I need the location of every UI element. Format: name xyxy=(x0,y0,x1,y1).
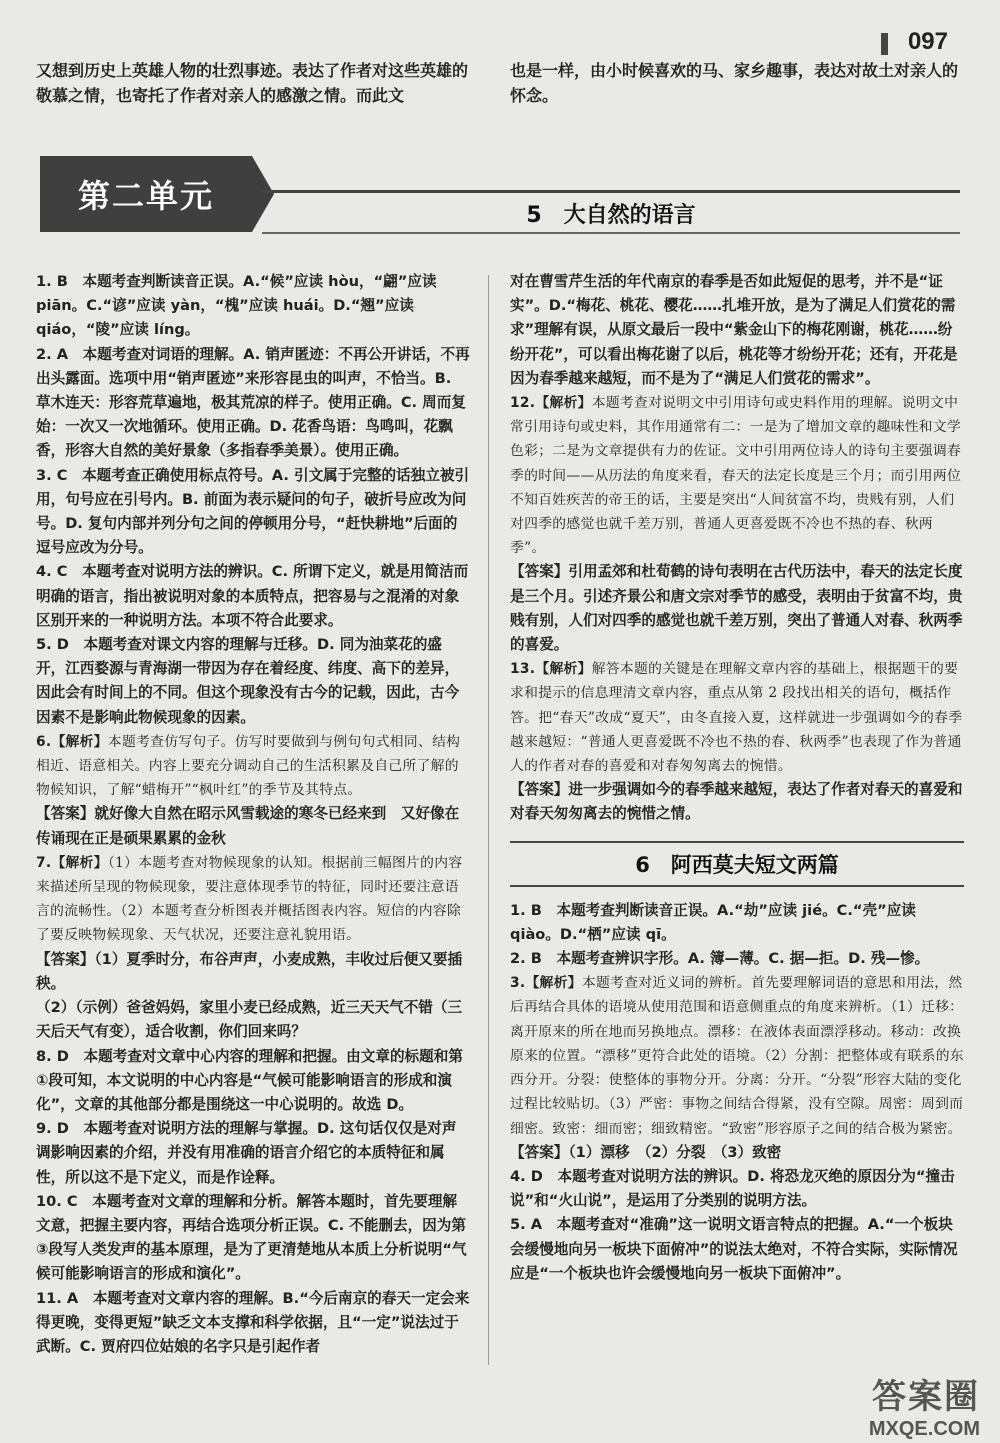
item-text: 本题考查仿写句子。仿写时要做到与例句句式相同、结构相近、语意相关。内容上要充分调动自己的生活积累及自己所了解的物候知识，了解“蜡梅开”“枫叶红”的季节及其特点。 xyxy=(36,733,461,799)
answer-item xyxy=(36,560,470,633)
answer-key-item xyxy=(36,996,470,1044)
answer-item xyxy=(36,1287,470,1360)
item-text: 11. A 本题考查对文章内容的理解。B.“今后南京的春天一定会来得更晚，变得更短”缺乏文本支撑和科学依据，且“一定”说法过于武断。C. 贾府四位姑娘的名字只是引起作者 xyxy=(36,1289,470,1355)
answer-item xyxy=(510,270,964,391)
item-text: 解答本题的关键是在理解文章内容的基础上，根据题干的要求和提示的信息理清文章内容，重点从第 2 段找出相关的语句，概括作答。把“春天”改成“夏天”，由冬直接入夏，这样就进一步强调如今的春季越来越短：“普通人更喜爱既不冷也不热的春、秋两季”也表现了作为普通人的作者对春的喜爱和对春匆匆离去的惋惜。 xyxy=(510,661,963,775)
answer-item xyxy=(36,270,470,343)
answer-item xyxy=(510,899,964,947)
item-text: 2. A 本题考查对词语的理解。A. 销声匿迹：不再公开讲话，不再出头露面。选项中用“销声匿迹”来形容昆虫的叫声，不恰当。B. 草木连天：形容荒草遍地，极其荒凉的样子。使用正确。C. 周而复始：一次又一次地循环。使用正确。D. 花香鸟语：鸟鸣叫，花飘香，形容大自然的美好景象（多指春季美景）。使用正确。 xyxy=(36,345,470,460)
item-text: 3. C 本题考查正确使用标点符号。A. 引文属于完整的话独立被引用，句号应在引号内。B. 前面为表示疑问的句子，破折号应改为问号。D. 复句内部并列分句之间的停顿用分号，“赶快耕地”后面的逗号应改为分号。 xyxy=(36,466,470,557)
item-text: 进一步强调如今的春季越来越短，表达了作者对春天的喜爱和对春天匆匆离去的惋惜之情。 xyxy=(510,781,963,823)
left-column xyxy=(36,270,470,1359)
answer-item xyxy=(36,1117,470,1190)
analysis-item xyxy=(510,971,964,1140)
item-tag: 13.【解析】 xyxy=(510,661,592,678)
answer-key-item xyxy=(510,560,964,657)
section-title: 6 阿西莫夫短文两篇 xyxy=(510,841,964,887)
item-text: 5. A 本题考查对“准确”这一说明文语言特点的把握。A.“一个板块会缓慢地向另一板块下面俯冲”的说法太绝对，不符合实际，实际情况应是“一个板块也许会缓慢地向另一板块下面俯冲”。 xyxy=(510,1216,958,1282)
item-text: 1. B 本题考查判断读音正误。A.“候”应读 hòu，“翩”应读 piān。C.“谚”应读 yàn，“槐”应读 huái。D.“翘”应读 qiáo，“陵”应读 líng。 xyxy=(36,273,437,339)
item-text: 10. C 本题考查对文章的理解和分析。解答本题时，首先要理解文意，把握主要内容，再结合选项分析正误。C. 不能删去，因为第③段写人类发声的基本原理，是为了更清楚地从本质上分析说明“气候可能影响语言的形成和演化”。 xyxy=(36,1192,467,1283)
watermark-text: 答案圈 xyxy=(872,1377,980,1417)
item-text: （2）（示例）爸爸妈妈，家里小麦已经成熟，近三天天气不错（三天后天气有变），适合收割，你们回来吗？ xyxy=(36,999,463,1041)
item-tag: 12.【解析】 xyxy=(510,395,592,412)
analysis-item xyxy=(510,391,964,560)
answer-key-item xyxy=(510,778,964,826)
answer-item xyxy=(36,1190,470,1287)
item-tag: 【答案】 xyxy=(36,805,95,823)
item-text: 9. D 本题考查对说明方法的理解与掌握。D. 这句话仅仅是对声调影响因素的介绍，并没有用准确的语言介绍它的本质特征和属性，所以这不是下定义，而是作诠释。 xyxy=(36,1120,457,1186)
lesson-title: 5 大自然的语言 xyxy=(526,202,696,228)
answer-key-item xyxy=(36,802,470,850)
unit-rule-top xyxy=(262,190,960,193)
item-text: 引用孟郊和杜荀鹤的诗句表明在古代历法中，春天的法定长度是三个月。引述齐景公和唐文宗对季节的感受，表明由于贫富不均，贵贱有别，人们对四季的感觉也就千差万别，突出了普通人对春、秋两季的喜爱。 xyxy=(510,563,963,654)
unit-header xyxy=(0,150,1000,245)
answer-item xyxy=(510,1213,964,1286)
item-text: 对在曹雪芹生活的年代南京的春季是否如此短促的思考，并不是“证实”。D.“梅花、桃花、樱花……扎堆开放，是为了满足人们赏花的需求”理解有误，从原文最后一段中“紫金山下的梅花刚谢，桃花……纷纷开花”，可以看出梅花谢了以后，桃花等才纷纷开花；还有，开花是因为春季越来越短，而不是为了“满足人们赏花的需求”。 xyxy=(510,273,958,387)
item-text: 4. C 本题考查对说明方法的辨识。C. 所谓下定义，就是用简洁而明确的语言，指出被说明对象的本质特点，把容易与之混淆的对象区别开来的一种说明方法。本项不符合此要求。 xyxy=(36,563,469,629)
item-tag: 【答案】 xyxy=(510,563,569,581)
item-text: 8. D 本题考查对文章中心内容的理解和把握。由文章的标题和第①段可知，本文说明的中心内容是“气候可能影响语言的形成和演化”，文章的其他部分都是围绕这一中心说明的。故选 D。 xyxy=(36,1047,463,1113)
top-continuation-right: 也是一样，由小时候喜欢的马、家乡趣事，表达对故土对亲人的怀念。 xyxy=(510,61,959,105)
answer-body xyxy=(0,270,1000,1410)
watermark-url: MXQE.COM xyxy=(868,1418,980,1440)
answer-key-item xyxy=(36,948,470,996)
item-text: 5. D 本题考查对课文内容的理解与迁移。D. 同为油菜花的盛开，江西婺源与青海湖一带因为存在着经度、纬度、高下的差异，因此会有时间上的不同。但这个现象没有古今的记载，因此，古今因素不是影响此物候现象的因素。 xyxy=(36,636,460,726)
top-continuation xyxy=(0,58,1000,158)
item-text: 1. B 本题考查判断读音正误。A.“劫”应读 jié。C.“壳”应读 qiào。D.“栖”应读 qī。 xyxy=(510,901,916,943)
item-tag: 【答案】 xyxy=(510,1143,569,1161)
answer-item xyxy=(510,947,964,971)
watermark-logo xyxy=(830,1369,980,1440)
page-number-bar xyxy=(881,33,888,55)
right-column xyxy=(510,270,964,1286)
item-tag: 7.【解析】 xyxy=(36,854,108,871)
answer-item xyxy=(510,1165,964,1213)
item-tag: 【答案】 xyxy=(510,781,569,799)
analysis-item xyxy=(510,657,964,778)
item-text: （1）夏季时分，布谷声声，小麦成熟，丰收过后便又要插秧。 xyxy=(36,950,463,992)
item-text: （1）本题考查对物候现象的认知。根据前三幅图片的内容来描述所呈现的物候现象，要注意体现季节的特征，同时还要注意语言的流畅性。（2）本题考查分析图表并概括图表内容。短信的内容除了要反映物候现象、天气状况，还要注意礼貌用语。 xyxy=(36,854,463,944)
item-text: 本题考查对说明文中引用诗句或史料作用的理解。说明文中常引用诗句或史料，其作用通常有二：一是为了增加文章的趣味性和文学色彩；二是为文章提供有力的佐证。文中引用两位诗人的诗句主要强调春季的时间——从历法的角度来看，春天的法定长度是三个月；而引用两位不知百姓疾苦的帝王的话，主要是突出“人间贫富不均，贵贱有别，人们对四季的感觉也就千差万别，普通人更喜爱既不冷也不热的春、秋两季”。 xyxy=(510,395,962,557)
answer-key-item xyxy=(510,1141,964,1165)
item-tag: 3.【解析】 xyxy=(510,975,582,992)
analysis-item xyxy=(36,730,470,803)
item-tag: 6.【解析】 xyxy=(36,733,108,750)
item-text: 就好像大自然在昭示风雪载途的寒冬已经来到 又好像在传诵现在正是硕果累累的金秋 xyxy=(36,805,460,847)
analysis-item xyxy=(36,851,470,948)
answer-item xyxy=(36,633,470,730)
answer-item xyxy=(36,1045,470,1118)
unit-label: 第二单元 xyxy=(40,156,252,232)
item-text: 4. D 本题考查对说明方法的辨识。D. 将恐龙灭绝的原因分为“撞击说”和“火山说”，是运用了分类别的说明方法。 xyxy=(510,1167,955,1210)
item-text: （1）漂移 （2）分裂 （3）致密 xyxy=(568,1143,782,1161)
item-text: 本题考查对近义词的辨析。首先要理解词语的意思和用法，然后再结合具体的语境从使用范围和语意侧重点的角度来辨析。（1）迁移：离开原来的所在地而另换地点。漂移：在液体表面漂浮移动。移动：改换原来的位置。“漂移”更符合此处的语境。（2）分割：把整体或有联系的东西分开。分裂：使整体的事物分开。分离：分开。“分裂”形容大陆的变化过程比较贴切。（3）严密：事物之间结合得紧，没有空隙。周密：周到而细密。致密：细而密；细致精密。“致密”形容原子之间的结合极为紧密。 xyxy=(510,975,964,1137)
item-text: 2. B 本题考查辨识字形。A. 簿—薄。C. 据—拒。D. 残—惨。 xyxy=(510,950,930,968)
unit-rule-bottom xyxy=(262,232,960,234)
answer-item xyxy=(36,343,470,464)
page-number: 097 xyxy=(907,28,948,55)
top-continuation-left: 又想到历史上英雄人物的壮烈事迹。表达了作者对这些英雄的敬慕之情，也寄托了作者对亲人的感激之情。而此文 xyxy=(36,61,469,105)
item-tag: 【答案】 xyxy=(36,950,95,968)
answer-item xyxy=(36,464,470,561)
